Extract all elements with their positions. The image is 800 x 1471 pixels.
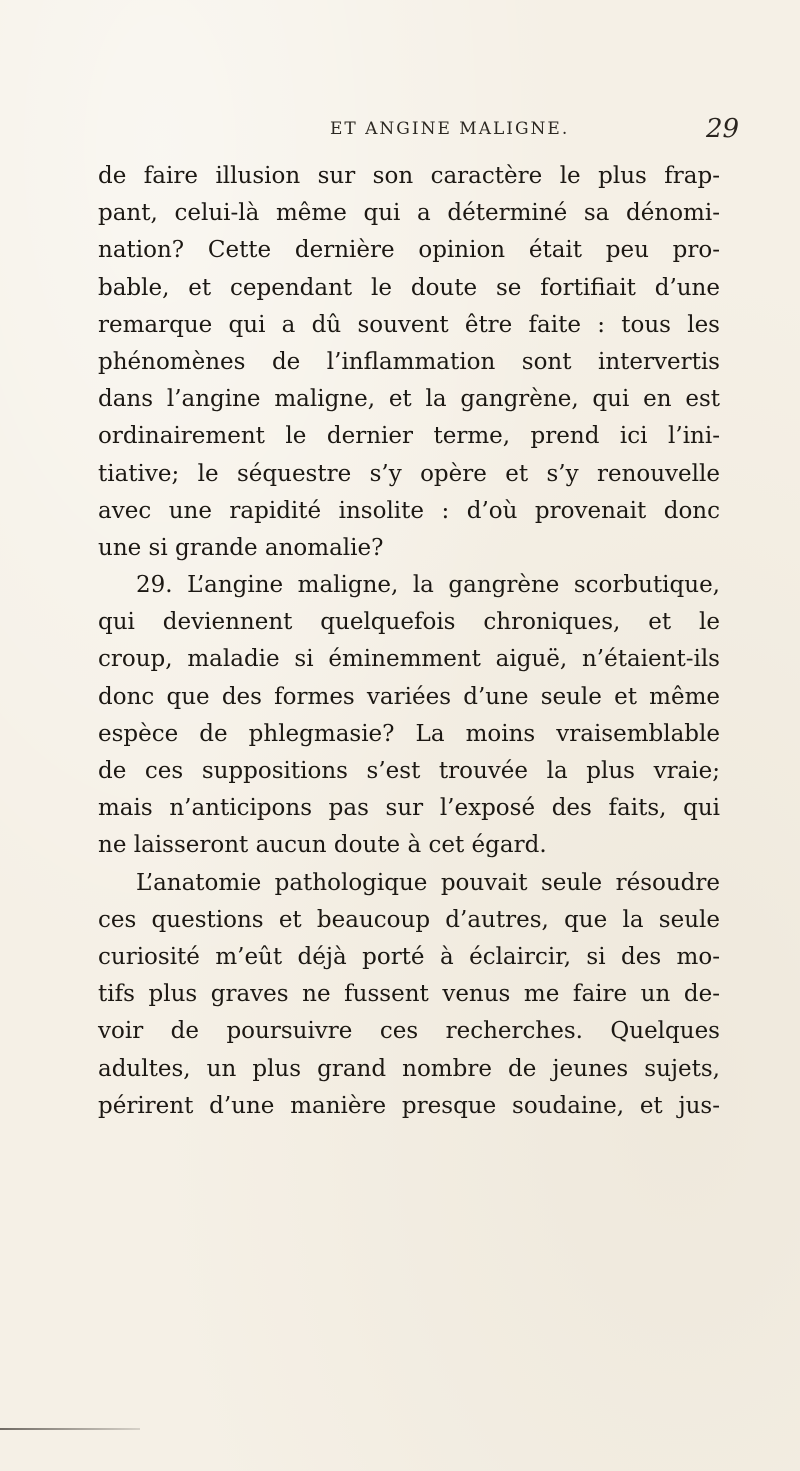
paragraph-start-line: L’anatomie pathologique pouvait seule résoudre [136,869,720,896]
text-line: ordinairement le dernier terme, prend ici l’ini- [98,423,720,450]
text-line: bable, et cependant le doute se fortifiait d’une [98,274,720,301]
text-line: ne laisseront aucun doute à cet égard. [98,832,547,859]
text-line: avec une rapidité insolite : d’où provenait donc [98,497,720,524]
scan-edge-line [0,1428,140,1430]
text-line: périrent d’une manière presque soudaine, et jus- [98,1092,720,1119]
text-line: donc que des formes variées d’une seule et même [98,683,720,710]
body-text [98,158,720,1125]
text-line: tifs plus graves ne fussent venus me faire un de- [98,981,720,1008]
text-line: tiative; le séquestre s’y opère et s’y renouvelle [98,460,720,487]
text-line: dans l’angine maligne, et la gangrène, qui en est [98,386,720,413]
text-line: remarque qui a dû souvent être faite : tous les [98,311,720,338]
page-header [0,114,800,149]
paragraph-start-line: 29. L’angine maligne, la gangrène scorbutique, [136,572,720,599]
page-number: 29 [706,114,740,144]
text-line: de ces suppositions s’est trouvée la plus vraie; [98,758,720,784]
text-line: adultes, un plus grand nombre de jeunes sujets, [98,1055,720,1082]
text-line: phénomènes de l’inflammation sont intervertis [98,348,720,375]
text-line: nation? Cette dernière opinion était peu pro- [98,237,720,264]
text-line: de faire illusion sur son caractère le plus frap- [98,163,720,189]
running-head: ET ANGINE MALIGNE. [330,119,570,139]
text-line: voir de poursuivre ces recherches. Quelques [98,1018,720,1045]
text-line: qui deviennent quelquefois chroniques, et le [98,609,720,636]
text-line: ces questions et beaucoup d’autres, que la seule [98,906,720,933]
text-line: croup, maladie si éminemment aiguë, n’étaient-ils [98,646,720,673]
text-line: espèce de phlegmasie? La moins vraisemblable [98,720,720,747]
text-line: une si grande anomalie? [98,534,384,561]
text-line: pant, celui-là même qui a déterminé sa dénomi- [98,200,720,227]
text-line: mais n’anticipons pas sur l’exposé des faits, qui [98,795,720,822]
text-line: curiosité m’eût déjà porté à éclaircir, si des mo- [98,943,720,970]
